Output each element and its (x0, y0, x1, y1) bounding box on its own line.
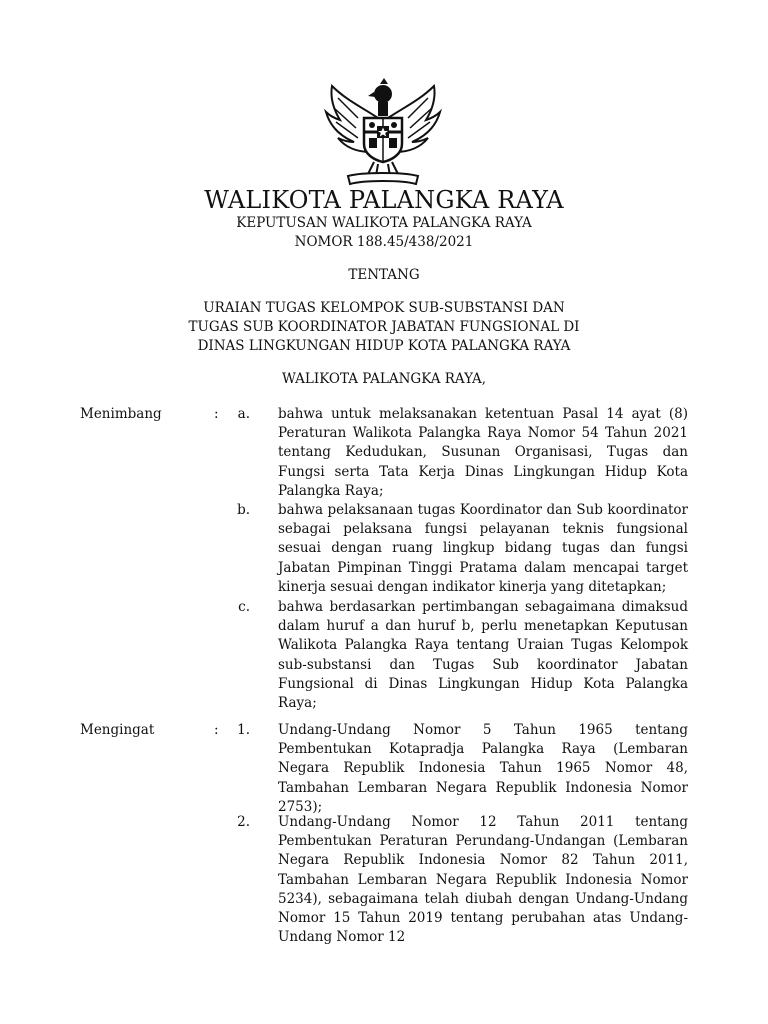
mengingat-label: Mengingat (80, 722, 155, 738)
subject-line-1: URAIAN TUGAS KELOMPOK SUB-SUBSTANSI DAN (203, 300, 565, 316)
menimbang-item-c: bahwa berdasarkan pertimbangan sebagaimana dimaksud dalam huruf a dan huruf b, perlu menetapkan Keputusan Walikota Palangka Raya tentang Uraian Tugas Kelompok sub-substansi dan Tugas Sub koordinator Jabatan Fungsional di Dinas Lingkungan Hidup Kota Palangka Raya; (278, 599, 688, 712)
garuda-emblem-icon (318, 78, 448, 188)
list-marker: 2. (237, 814, 250, 830)
authority-line: WALIKOTA PALANGKA RAYA, (281, 371, 487, 387)
list-marker: c. (238, 599, 250, 615)
decree-title: KEPUTUSAN WALIKOTA PALANGKA RAYA (236, 215, 532, 231)
list-marker: 1. (237, 722, 250, 738)
menimbang-item-b: bahwa pelaksanaan tugas Koordinator dan Sub koordinator sebagai pelaksana fungsi pelayanan teknis fungsional sesuai dengan ruang lingkup bidang tugas dan fungsi Jabatan Pimpinan Tinggi Pratama dalam mencapai target kinerja sesuai dengan indikator kinerja yang ditetapkan; (278, 502, 688, 595)
list-marker: b. (237, 502, 250, 518)
list-marker: a. (237, 406, 250, 422)
menimbang-item-a: bahwa untuk melaksanakan ketentuan Pasal 14 ayat (8) Peraturan Walikota Palangka Raya Nomor 54 Tahun 2021 tentang Kedudukan, Susunan Organisasi, Tugas dan Fungsi serta Tata Kerja Dinas Lingkungan Hidup Kota Palangka Raya; (278, 406, 688, 499)
tentang-heading: TENTANG (348, 267, 420, 283)
page-title: WALIKOTA PALANGKA RAYA (204, 186, 564, 214)
subject-line-2: TUGAS SUB KOORDINATOR JABATAN FUNGSIONAL DI (188, 319, 580, 335)
mengingat-item-2: Undang-Undang Nomor 12 Tahun 2011 tentang Pembentukan Peraturan Perundang-Undangan (Lembaran Negara Republik Indonesia Nomor 82 Tahun 2011, Tambahan Lembaran Negara Republik Indonesia Nomor 5234), sebagaimana telah diubah dengan Undang-Undang Nomor 15 Tahun 2019 tentang perubahan atas Undang-Undang Nomor 12 (278, 814, 688, 946)
mengingat-colon: : (214, 722, 219, 738)
menimbang-colon: : (214, 406, 219, 422)
mengingat-item-1: Undang-Undang Nomor 5 Tahun 1965 tentang Pembentukan Kotapradja Palangka Raya (Lembaran Negara Republik Indonesia Tahun 1965 Nomor 48, Tambahan Lembaran Negara Republik Indonesia Nomor 2753); (278, 722, 688, 815)
decree-number: NOMOR 188.45/438/2021 (294, 234, 474, 250)
menimbang-label: Menimbang (80, 406, 162, 422)
subject-line-3: DINAS LINGKUNGAN HIDUP KOTA PALANGKA RAYA (197, 338, 571, 354)
